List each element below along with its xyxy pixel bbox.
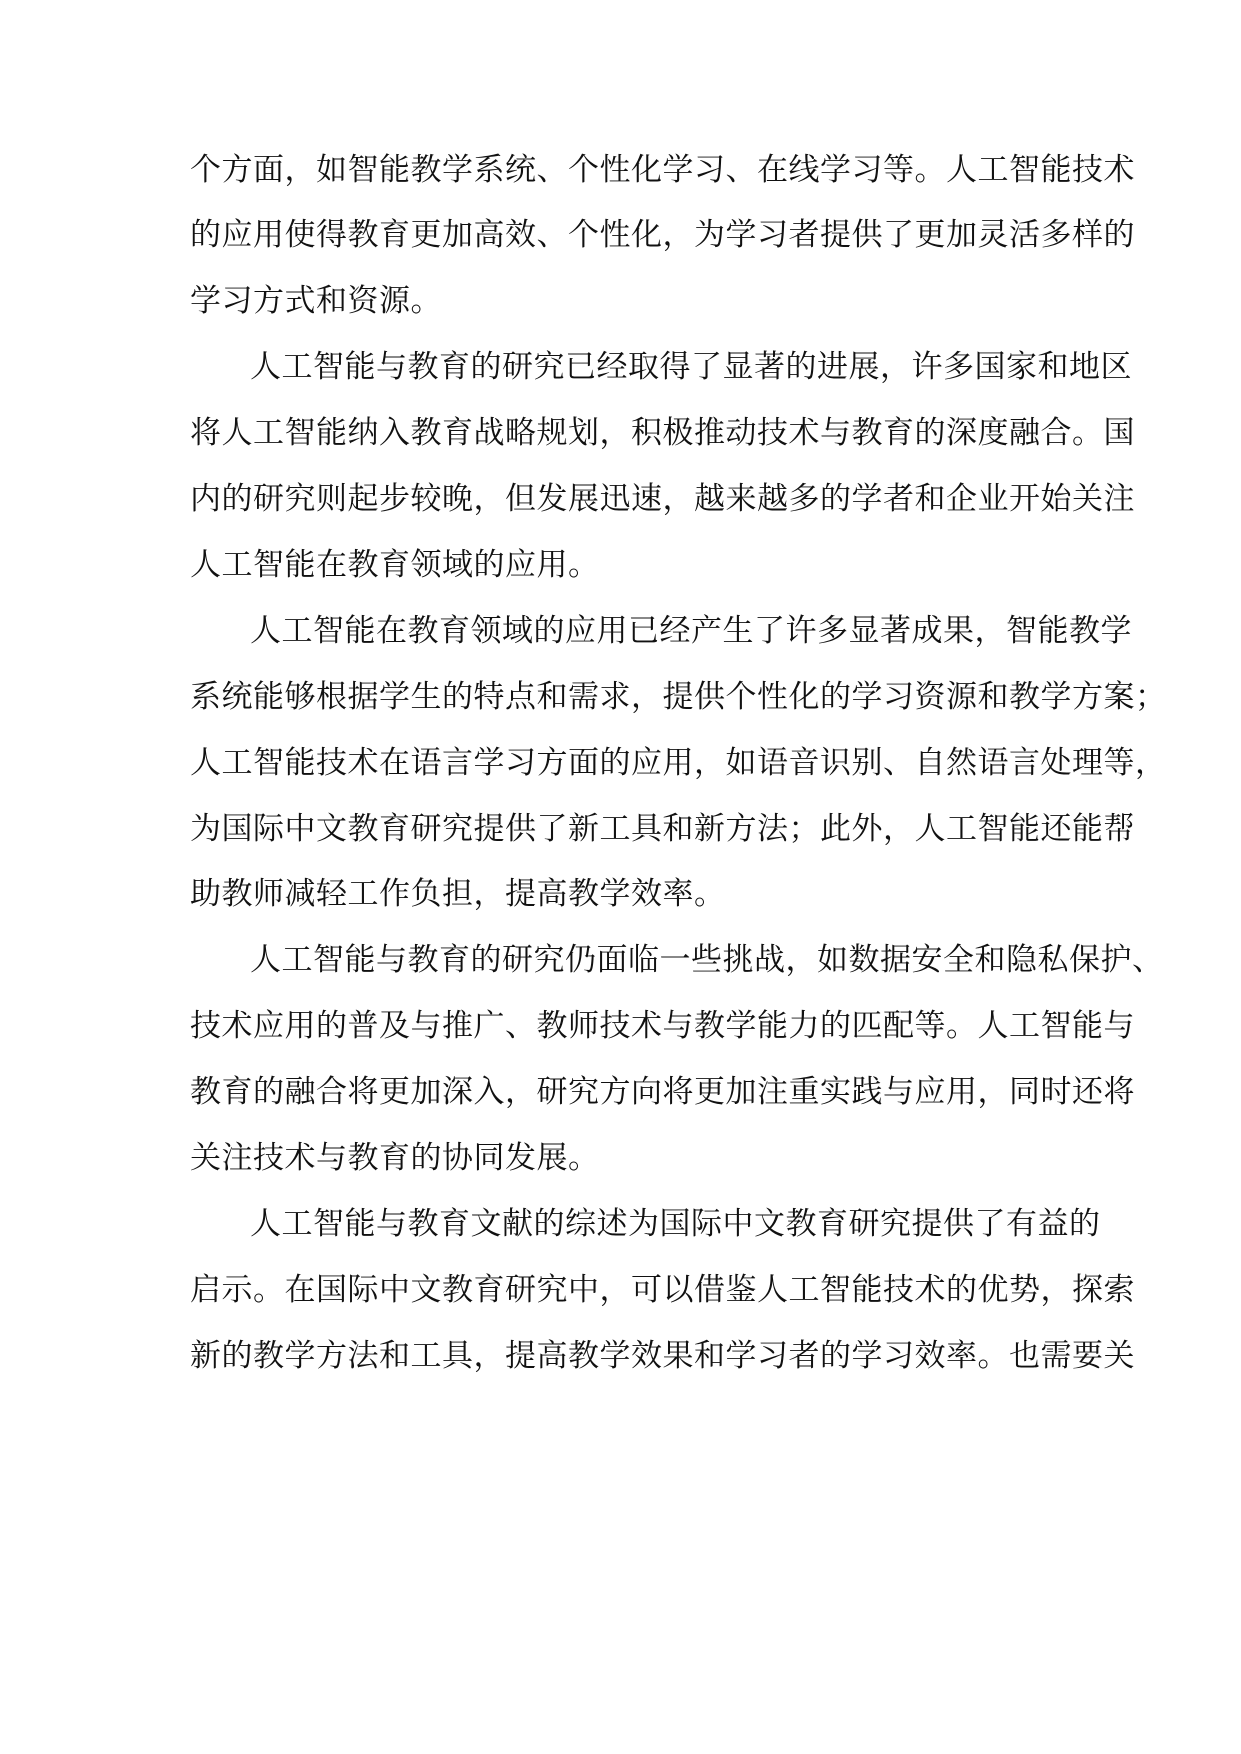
paragraph-3-line-3: 人工智能技术在语言学习方面的应用，如语音识别、自然语言处理等，: [190, 745, 1167, 781]
paragraph-1-line-2: 的应用使得教育更加高效、个性化，为学习者提供了更加灵活多样的: [190, 217, 1135, 253]
paragraph-4-line-4: 关注技术与教育的协同发展。: [190, 1140, 600, 1176]
paragraph-3-line-2: 系统能够根据学生的特点和需求，提供个性化的学习资源和教学方案；: [190, 679, 1167, 715]
paragraph-1-line-3: 学习方式和资源。: [190, 283, 442, 319]
paragraph-4-line-2: 技术应用的普及与推广、教师技术与教学能力的匹配等。人工智能与: [190, 1008, 1135, 1044]
paragraph-2-line-2: 将人工智能纳入教育战略规划，积极推动技术与教育的深度融合。国: [190, 415, 1135, 451]
paragraph-4-line-3: 教育的融合将更加深入，研究方向将更加注重实践与应用，同时还将: [190, 1074, 1135, 1110]
paragraph-2-line-3: 内的研究则起步较晚，但发展迅速，越来越多的学者和企业开始关注: [190, 481, 1135, 517]
paragraph-4-line-1: 人工智能与教育的研究仍面临一些挑战，如数据安全和隐私保护、: [250, 942, 1164, 978]
paragraph-5-line-1: 人工智能与教育文献的综述为国际中文教育研究提供了有益的: [250, 1206, 1101, 1242]
paragraph-1-line-1: 个方面，如智能教学系统、个性化学习、在线学习等。人工智能技术: [190, 152, 1135, 188]
paragraph-2-line-1: 人工智能与教育的研究已经取得了显著的进展，许多国家和地区: [250, 349, 1132, 385]
paragraph-5-line-2: 启示。在国际中文教育研究中，可以借鉴人工智能技术的优势，探索: [190, 1272, 1135, 1308]
paragraph-2-line-4: 人工智能在教育领域的应用。: [190, 547, 600, 583]
paragraph-3-line-1: 人工智能在教育领域的应用已经产生了许多显著成果，智能教学: [250, 613, 1132, 649]
paragraph-3-line-5: 助教师减轻工作负担，提高教学效率。: [190, 876, 726, 912]
paragraph-5-line-3: 新的教学方法和工具，提高教学效果和学习者的学习效率。也需要关: [190, 1338, 1135, 1374]
paragraph-3-line-4: 为国际中文教育研究提供了新工具和新方法；此外，人工智能还能帮: [190, 811, 1135, 847]
